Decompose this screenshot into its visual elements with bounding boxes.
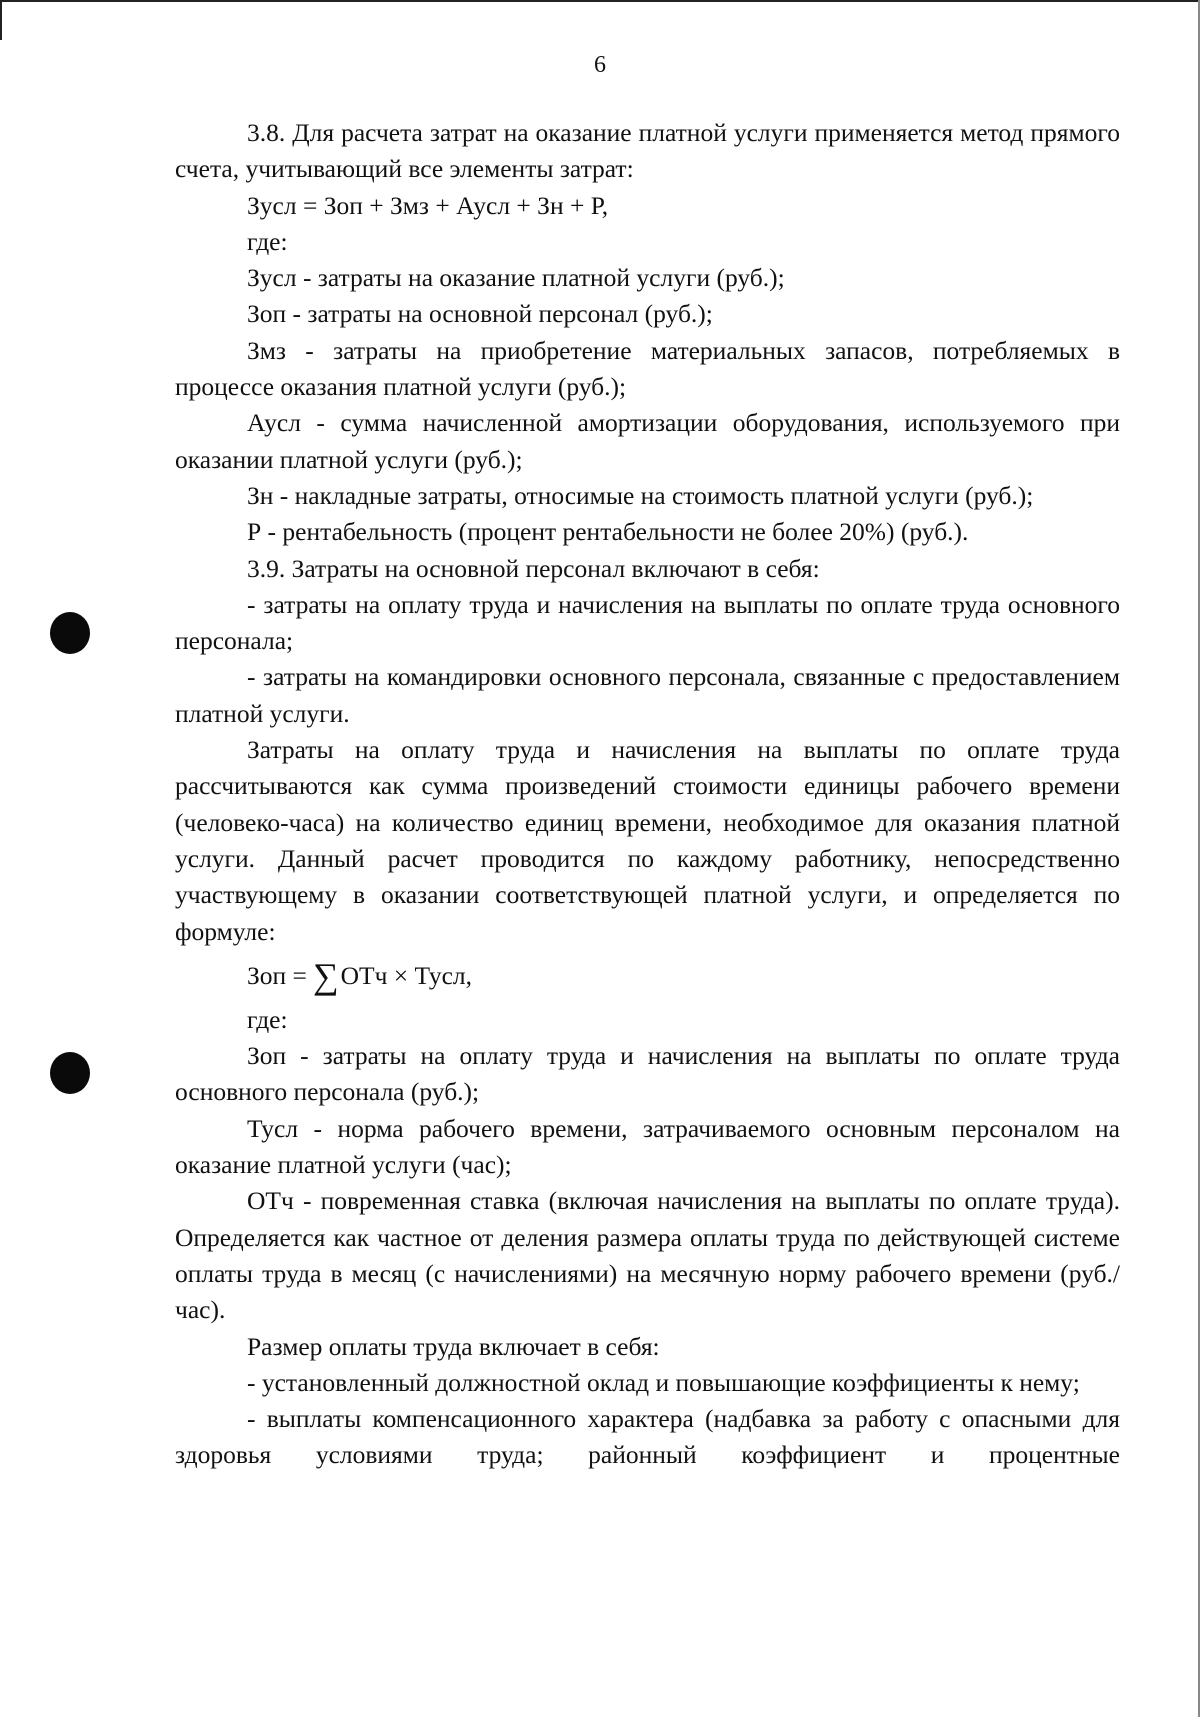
- list-item: - выплаты компенсационного характера (надбавка за работу с опасными для здоровья условиями труда; районный коэффициент и процентные: [175, 1404, 1120, 1470]
- definition-zop-labor: Зоп - затраты на оплату труда и начисления на выплаты по оплате труда основного персонала (руб.);: [175, 1041, 1120, 1107]
- definition-ausl: Аусл - сумма начисленной амортизации оборудования, используемого при оказании платной услуги (руб.);: [175, 408, 1120, 474]
- sum-symbol: ∑: [312, 955, 339, 996]
- paragraph-3-8: 3.8. Для расчета затрат на оказание платной услуги применяется метод прямого счета, учитывающий все элементы затрат:: [175, 118, 1120, 184]
- scan-edge-top: [0, 0, 1200, 2]
- punch-hole: [50, 1052, 90, 1094]
- formula-right: ОТч × Тусл,: [340, 960, 473, 990]
- definition-zn: Зн - накладные затраты, относимые на стоимость платной услуги (руб.);: [247, 480, 1034, 510]
- paragraph-pay-size: Размер оплаты труда включает в себя:: [247, 1331, 660, 1361]
- formula-staff-cost: [175, 950, 1120, 1002]
- where-label: где:: [247, 226, 288, 256]
- list-item: - затраты на командировки основного персонала, связанные с предоставлением платной услуги.: [175, 662, 1120, 728]
- list-item: - затраты на оплату труда и начисления на выплаты по оплате труда основного персонала;: [175, 589, 1120, 656]
- scan-edge-left: [0, 0, 2, 40]
- page-number: 6: [594, 52, 606, 78]
- definition-tusl: Тусл - норма рабочего времени, затрачиваемого основным персоналом на оказание платной услуги (час);: [175, 1113, 1120, 1180]
- formula-left: Зоп =: [247, 960, 307, 990]
- paragraph-3-9: 3.9. Затраты на основной персонал включают в себя:: [247, 553, 820, 583]
- where-label: где:: [247, 1004, 288, 1034]
- punch-hole: [50, 612, 90, 654]
- definition-zmz: Змз - затраты на приобретение материальных запасов, потребляемых в процессе оказания платной услуги (руб.);: [175, 335, 1120, 402]
- list-item: - установленный должностной оклад и повышающие коэффициенты к нему;: [247, 1367, 1080, 1397]
- definition-otch: ОТч - повременная ставка (включая начисления на выплаты по оплате труда). Определяется как частное от деления размера оплаты труда по действующей системе оплаты труда в месяц (с начислениями) на месячную норму рабочего времени (руб./час).: [175, 1186, 1120, 1325]
- formula-total-cost: Зусл = Зоп + Змз + Аусл + Зн + Р,: [247, 190, 609, 220]
- paragraph-labor-cost: Затраты на оплату труда и начисления на выплаты по оплате труда рассчитываются как сумма произведений стоимости единицы рабочего времени (человеко-часа) на количество единиц времени, необходимое для оказания платной услуги. Данный расчет проводится по каждому работнику, непосредственно участвующему в оказании соответствующей платной услуги, и определяется по формуле:: [175, 735, 1120, 946]
- definition-zusl: Зусл - затраты на оказание платной услуги (руб.);: [247, 263, 785, 293]
- definition-zop: Зоп - затраты на основной персонал (руб.);: [247, 299, 713, 329]
- definition-r: Р - рентабельность (процент рентабельности не более 20%) (руб.).: [247, 517, 969, 547]
- document-body: [175, 115, 1120, 1474]
